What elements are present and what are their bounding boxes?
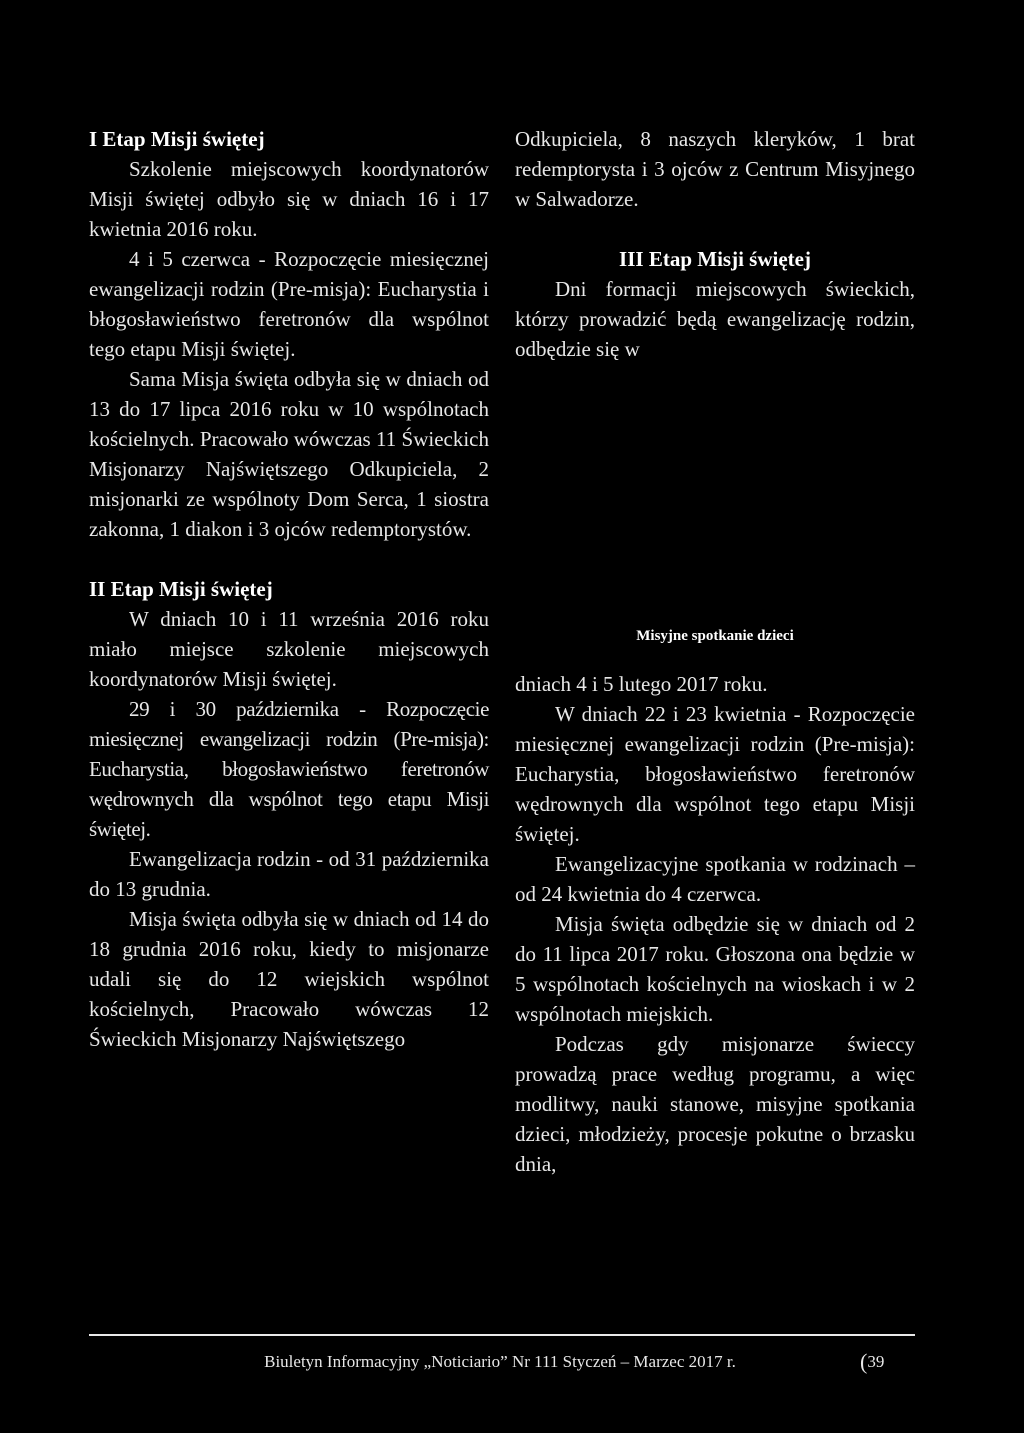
photo bbox=[515, 400, 915, 620]
footer-divider bbox=[89, 1334, 915, 1336]
paragraph: 29 i 30 października - Rozpoczęcie miesięcznej ewangelizacji rodzin (Pre-misja): Eucharystia, błogosławieństwo feretronów wędrownych dla wspólnot tego etapu Misji świętej. bbox=[89, 697, 489, 841]
page-number-bracket: ( bbox=[860, 1349, 868, 1374]
paragraph: dniach 4 i 5 lutego 2017 roku. bbox=[515, 672, 768, 696]
paragraph: Misja święta odbędzie się w dniach od 2 do 11 lipca 2017 roku. Głoszona ona będzie w 5 wspólnotach kościelnych na wioskach i w 2 wspólnotach miejskich. bbox=[515, 912, 915, 1026]
right-column-lower bbox=[515, 669, 915, 1179]
paragraph: Dni formacji miejscowych świeckich, którzy prowadzić będą ewangelizację rodzin, odbędzie się w bbox=[515, 277, 915, 361]
paragraph: Ewangelizacja rodzin - od 31 października do 13 grudnia. bbox=[89, 847, 489, 901]
section-spacer bbox=[515, 214, 915, 244]
photo-caption: Misyjne spotkanie dzieci bbox=[636, 628, 794, 644]
paragraph: 4 i 5 czerwca - Rozpoczęcie miesięcznej ewangelizacji rodzin (Pre-misja): Eucharystia i błogosławieństwo feretronów dla wspólnot tego etapu Misji świętej. bbox=[89, 247, 489, 361]
paragraph-continuation: Odkupiciela, 8 naszych kleryków, 1 brat redemptorysta i 3 ojców z Centrum Misyjnego w Salwadorze. bbox=[515, 127, 915, 211]
paragraph: Szkolenie miejscowych koordynatorów Misji świętej odbyło się w dniach 16 i 17 kwietnia 2016 roku. bbox=[89, 157, 489, 241]
footer-publication-title: Biuletyn Informacyjny „Noticiario” Nr 111 Styczeń – Marzec 2017 r. bbox=[264, 1352, 736, 1371]
section-heading-stage-2: II Etap Misji świętej bbox=[89, 577, 273, 601]
left-column bbox=[89, 124, 489, 1054]
paragraph: Ewangelizacyjne spotkania w rodzinach – od 24 kwietnia do 4 czerwca. bbox=[515, 852, 915, 906]
paragraph: Misja święta odbyła się w dniach od 14 do 18 grudnia 2016 roku, kiedy to misjonarze udali się do 12 wiejskich wspólnot kościelnych, Pracowało wówczas 12 Świeckich Misjonarzy Najświętszego bbox=[89, 907, 489, 1051]
right-column-upper bbox=[515, 124, 915, 364]
section-heading-stage-1: I Etap Misji świętej bbox=[89, 127, 265, 151]
paragraph: Podczas gdy misjonarze świeccy prowadzą prace według programu, a więc modlitwy, nauki stanowe, misyjne spotkania dzieci, młodzieży, procesje pokutne o brzasku dnia, bbox=[515, 1032, 915, 1176]
paragraph: Sama Misja święta odbyła się w dniach od 13 do 17 lipca 2016 roku w 10 wspólnotach kościelnych. Pracowało wówczas 11 Świeckich Misjonarzy Najświętszego Odkupiciela, 2 misjonarki ze wspólnoty Dom Serca, 1 siostra zakonna, 1 diakon i 3 ojców redemptorystów. bbox=[89, 367, 489, 541]
page-number bbox=[860, 1350, 884, 1374]
section-heading-stage-3: III Etap Misji świętej bbox=[619, 247, 811, 271]
paragraph: W dniach 10 i 11 września 2016 roku miało miejsce szkolenie miejscowych koordynatorów Misji świętej. bbox=[89, 607, 489, 691]
paragraph: W dniach 22 i 23 kwietnia - Rozpoczęcie miesięcznej ewangelizacji rodzin (Pre-misja): Eucharystia, błogosławieństwo feretronów wędrownych dla wspólnot tego etapu Misji świętej. bbox=[515, 702, 915, 846]
page-number-value: 39 bbox=[867, 1352, 885, 1371]
section-spacer bbox=[89, 544, 489, 574]
